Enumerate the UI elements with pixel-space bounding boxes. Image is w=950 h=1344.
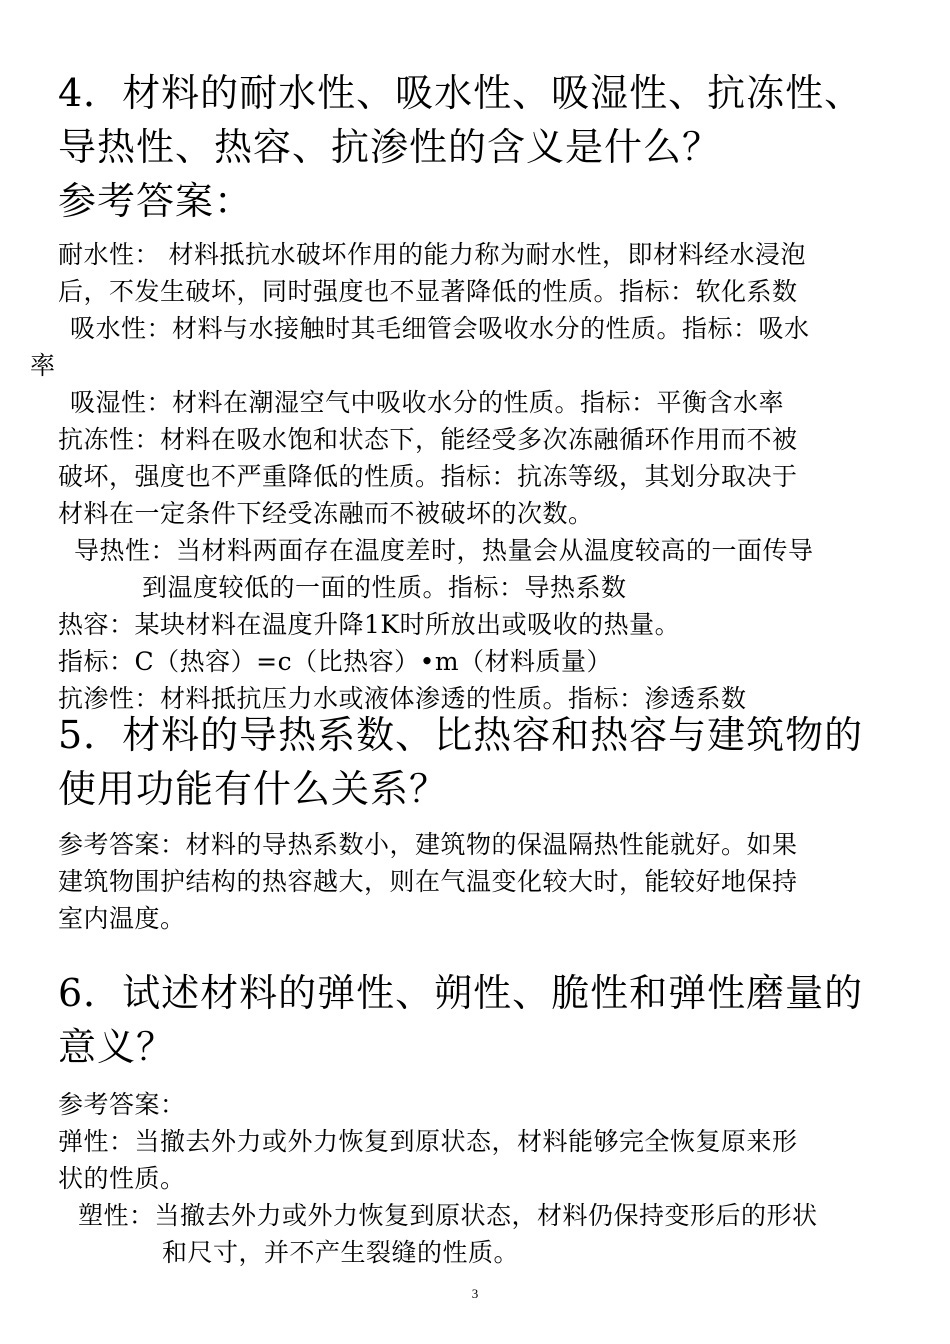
q6-title-line1: 6．试述材料的弹性、朔性、脆性和弹性磨量的 xyxy=(58,971,864,1015)
q4-line-8: 材料在一定条件下经受冻融而不被破坏的次数。 xyxy=(58,499,594,528)
q4-title-line1: 4．材料的耐水性、吸水性、吸湿性、抗冻性、 xyxy=(58,71,864,115)
q4-line-9: 导热性：当材料两面存在温度差时，热量会从温度较高的一面传导 xyxy=(74,536,814,565)
q4-line-11: 热容：某块材料在温度升降1K时所放出或吸收的热量。 xyxy=(58,610,681,639)
q6-line-2: 弹性：当撤去外力或外力恢复到原状态，材料能够完全恢复原来形 xyxy=(58,1127,798,1156)
q4-line-10: 到温度较低的一面的性质。指标：导热系数 xyxy=(142,573,627,602)
q4-title-line2: 导热性、热容、抗渗性的含义是什么？ xyxy=(58,125,722,169)
q4-line-2: 后，不发生破坏，同时强度也不显著降低的性质。指标：软化系数 xyxy=(58,277,798,306)
q4-line-5: 吸湿性：材料在潮湿空气中吸收水分的性质。指标：平衡含水率 xyxy=(70,388,785,417)
q4-line-12: 指标：C（热容）=c（比热容）•m（材料质量） xyxy=(58,647,613,676)
q4-line-4: 率 xyxy=(30,351,56,380)
q4-line-7: 破坏，强度也不严重降低的性质。指标：抗冻等级，其划分取决于 xyxy=(58,462,798,491)
q4-line-3: 吸水性：材料与水接触时其毛细管会吸收水分的性质。指标：吸水 xyxy=(70,314,810,343)
q5-line-2: 建筑物围护结构的热容越大，则在气温变化较大时，能较好地保持 xyxy=(58,867,798,896)
page-number: 3 xyxy=(471,1286,479,1301)
q4-answer-label: 参考答案： xyxy=(58,179,254,223)
q4-line-6: 抗冻性：材料在吸水饱和状态下，能经受多次冻融循环作用而不被 xyxy=(58,425,798,454)
q6-line-1: 参考答案： xyxy=(58,1090,186,1119)
q5-line-1: 参考答案：材料的导热系数小，建筑物的保温隔热性能就好。如果 xyxy=(58,830,798,859)
q6-line-3: 状的性质。 xyxy=(58,1164,186,1193)
q6-title-line2: 意义？ xyxy=(58,1025,176,1069)
q4-line-13: 抗渗性：材料抵抗压力水或液体渗透的性质。指标：渗透系数 xyxy=(58,684,747,713)
q5-title-line1: 5．材料的导热系数、比热容和热容与建筑物的 xyxy=(58,713,864,757)
q6-line-5: 和尺寸，并不产生裂缝的性质。 xyxy=(162,1238,520,1267)
q5-title-line2: 使用功能有什么关系？ xyxy=(58,767,449,811)
q4-line-1: 耐水性： 材料抵抗水破坏作用的能力称为耐水性，即材料经水浸泡 xyxy=(58,240,806,269)
q6-line-4: 塑性：当撤去外力或外力恢复到原状态，材料仍保持变形后的形状 xyxy=(78,1201,818,1230)
q5-line-3: 室内温度。 xyxy=(58,904,186,933)
